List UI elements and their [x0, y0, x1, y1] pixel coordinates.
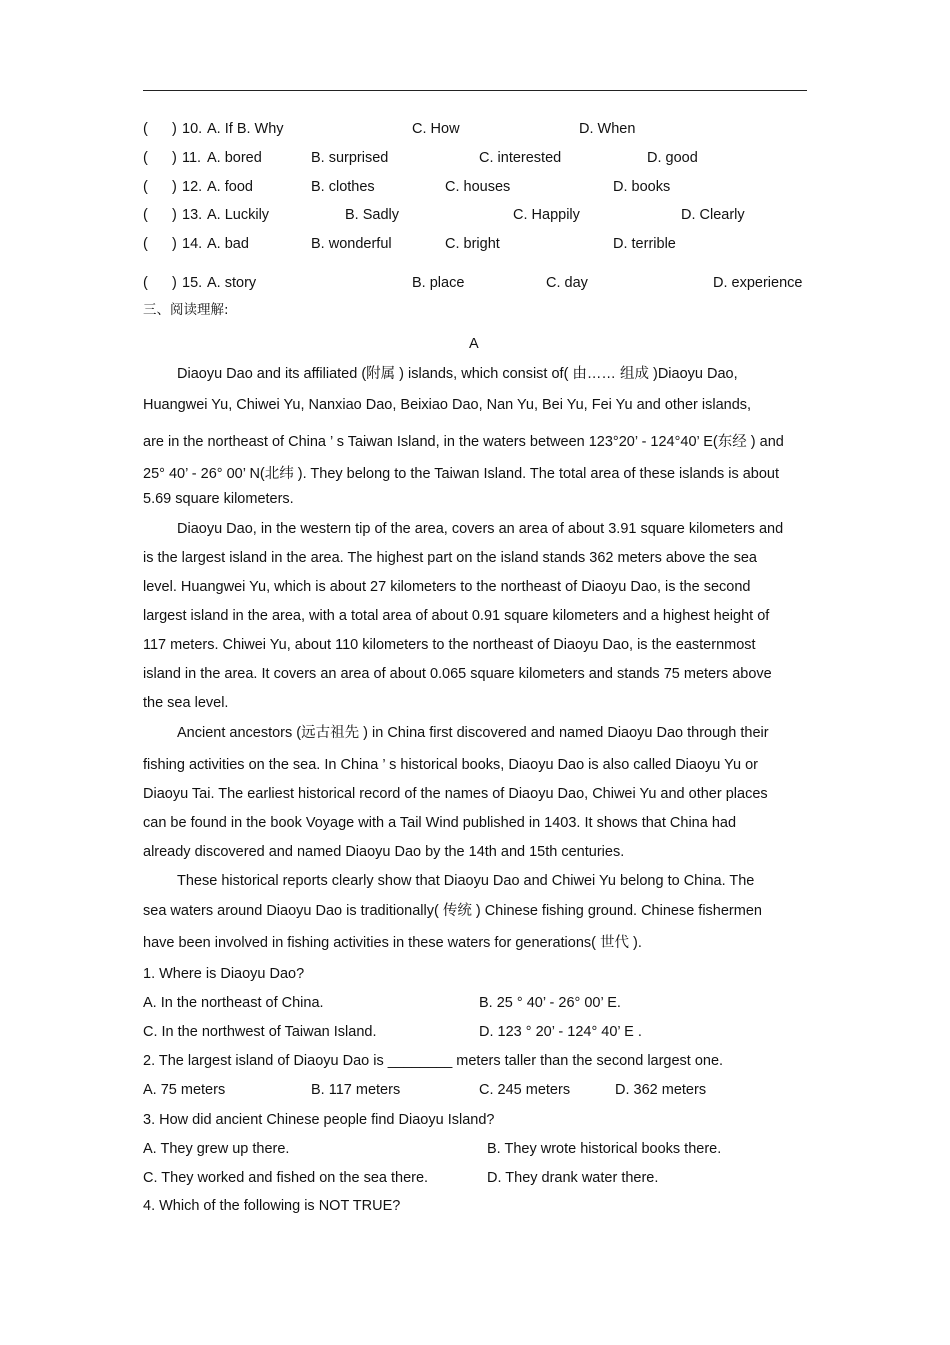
q3-option-d: D. They drank water there. [487, 1170, 659, 1186]
paren-open: ( [143, 179, 148, 195]
paren-close: ) [172, 150, 177, 166]
q4-stem: 4. Which of the following is NOT TRUE? [143, 1198, 401, 1214]
q1-option-a: A. In the northeast of China. [143, 995, 324, 1011]
passage-line: already discovered and named Diaoyu Dao by the 14th and 15th centuries. [143, 844, 625, 860]
q2-option-c: C. 245 meters [479, 1082, 571, 1098]
passage-line: the sea level. [143, 695, 229, 711]
option-c: C. interested [479, 150, 562, 166]
option-a: A. story [207, 275, 257, 291]
q1-option-b: B. 25 ° 40’ - 26° 00’ E. [479, 995, 621, 1011]
option-c: C. Happily [513, 207, 580, 223]
q3-option-c: C. They worked and fished on the sea there. [143, 1170, 429, 1186]
paren-open: ( [143, 121, 148, 137]
option-d: D. Clearly [681, 207, 745, 223]
paren-close: ) [172, 275, 177, 291]
option-d: D. good [647, 150, 698, 166]
option-c: C. bright [445, 236, 500, 252]
paren-open: ( [143, 207, 148, 223]
header-rule [143, 90, 807, 91]
passage-line: Diaoyu Dao and its affiliated (附属 ) islands, which consist of( 由…… 组成 )Diaoyu Dao, [177, 366, 738, 382]
option-c: C. houses [445, 179, 511, 195]
option-a: A. bad [207, 236, 249, 252]
paren-open: ( [143, 236, 148, 252]
option-b: B. wonderful [311, 236, 392, 252]
q1-option-d: D. 123 ° 20’ - 124° 40’ E . [479, 1024, 642, 1040]
q2-stem: 2. The largest island of Diaoyu Dao is ________ meters taller than the second largest one. [143, 1053, 724, 1069]
paren-open: ( [143, 275, 148, 291]
option-d: D. books [613, 179, 671, 195]
passage-line: Diaoyu Dao, in the western tip of the area, covers an area of about 3.91 square kilometers and [177, 521, 784, 537]
question-number: 15. [182, 275, 203, 291]
passage-line: These historical reports clearly show that Diaoyu Dao and Chiwei Yu belong to China. The [177, 873, 755, 889]
option-b: B. place [412, 275, 465, 291]
passage-line: fishing activities on the sea. In China ’ s historical books, Diaoyu Dao is also called Diaoyu Yu or [143, 757, 758, 773]
passage-line: are in the northeast of China ’ s Taiwan Island, in the waters between 123°20’ - 124°40’ E(东经 ) and 25° 40’ - 26° 00’ N(北纬 ). They belong to the Taiwan Island. The total area of these islands is about [143, 434, 784, 482]
option-c: C. How [412, 121, 460, 137]
question-number: 12. [182, 179, 203, 195]
q1-option-c: C. In the northwest of Taiwan Island. [143, 1024, 377, 1040]
paren-close: ) [172, 207, 177, 223]
option-c: C. day [546, 275, 588, 291]
option-a: A. If B. Why [207, 121, 284, 137]
option-d: D. experience [713, 275, 803, 291]
passage-line: island in the area. It covers an area of about 0.065 square kilometers and stands 75 meters above [143, 666, 772, 682]
paren-close: ) [172, 121, 177, 137]
passage-line: level. Huangwei Yu, which is about 27 kilometers to the northeast of Diaoyu Dao, is the second [143, 579, 751, 595]
paren-open: ( [143, 150, 148, 166]
option-b: B. Sadly [345, 207, 399, 223]
paren-close: ) [172, 179, 177, 195]
passage-label: A [469, 336, 479, 352]
passage-line: 5.69 square kilometers. [143, 491, 294, 507]
q2-option-a: A. 75 meters [143, 1082, 226, 1098]
option-a: A. food [207, 179, 253, 195]
q3-option-a: A. They grew up there. [143, 1141, 290, 1157]
passage-line: largest island in the area, with a total area of about 0.91 square kilometers and a highest height of [143, 608, 770, 624]
q3-stem: 3. How did ancient Chinese people find Diaoyu Island? [143, 1112, 495, 1128]
passage-line: is the largest island in the area. The highest part on the island stands 362 meters above the sea [143, 550, 757, 566]
option-a: A. Luckily [207, 207, 270, 223]
question-number: 13. [182, 207, 203, 223]
option-b: B. surprised [311, 150, 389, 166]
option-d: D. When [579, 121, 636, 137]
option-d: D. terrible [613, 236, 676, 252]
passage-line: can be found in the book Voyage with a Tail Wind published in 1403. It shows that China had [143, 815, 737, 831]
question-number: 10. [182, 121, 203, 137]
passage-line: Diaoyu Tai. The earliest historical record of the names of Diaoyu Dao, Chiwei Yu and other places [143, 786, 768, 802]
option-a: A. bored [207, 150, 262, 166]
q1-stem: 1. Where is Diaoyu Dao? [143, 966, 305, 982]
paren-close: ) [172, 236, 177, 252]
q2-option-d: D. 362 meters [615, 1082, 707, 1098]
q2-option-b: B. 117 meters [311, 1082, 401, 1098]
passage-line: Huangwei Yu, Chiwei Yu, Nanxiao Dao, Beixiao Dao, Nan Yu, Bei Yu, Fei Yu and other islands, [143, 397, 752, 413]
question-number: 11. [182, 150, 202, 166]
q3-option-b: B. They wrote historical books there. [487, 1141, 722, 1157]
section-title: 三、阅读理解: [143, 302, 229, 318]
question-number: 14. [182, 236, 203, 252]
passage-line: 117 meters. Chiwei Yu, about 110 kilometers to the northeast of Diaoyu Dao, is the easternmost [143, 637, 756, 653]
passage-line: have been involved in fishing activities in these waters for generations( 世代 ). [143, 935, 642, 951]
option-b: B. clothes [311, 179, 375, 195]
passage-line: Ancient ancestors (远古祖先 ) in China first discovered and named Diaoyu Dao through their [177, 725, 769, 741]
passage-line: sea waters around Diaoyu Dao is traditionally( 传统 ) Chinese fishing ground. Chinese fishermen [143, 903, 762, 919]
